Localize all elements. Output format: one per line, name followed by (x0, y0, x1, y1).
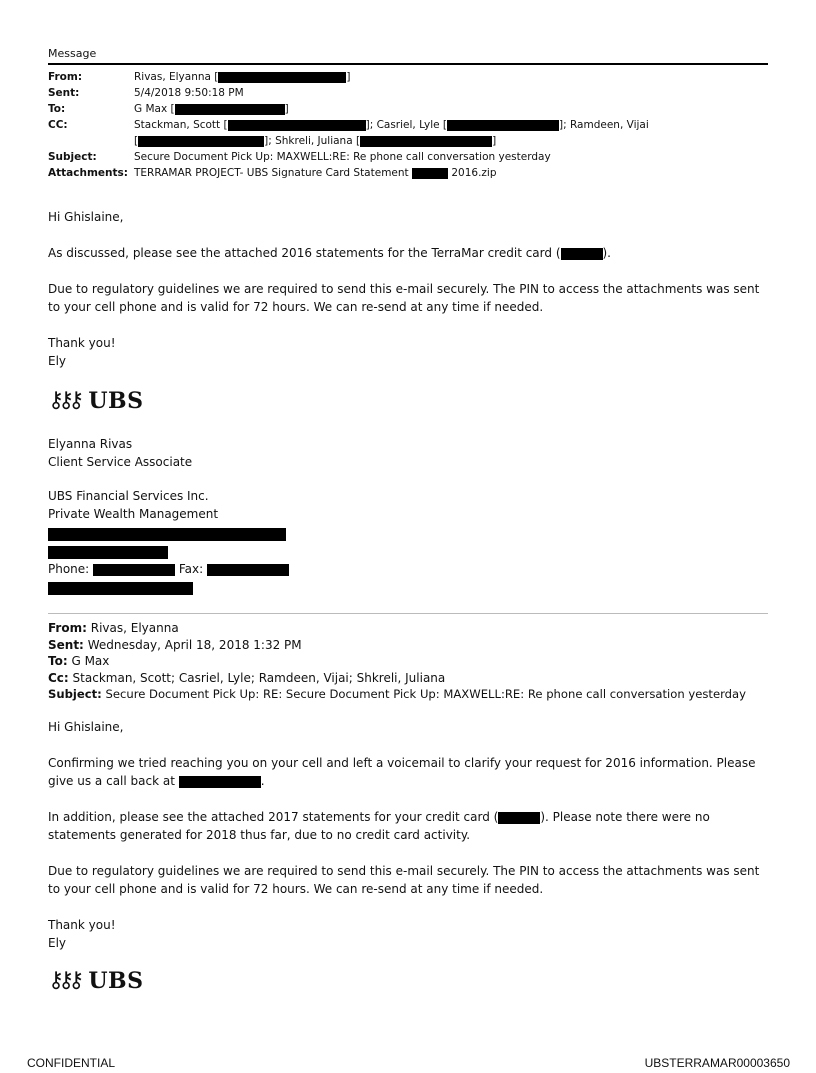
subject-value: Secure Document Pick Up: MAXWELL:RE: Re phone call conversation yesterday (134, 151, 551, 163)
redaction (360, 136, 492, 147)
sent-value: Wednesday, April 18, 2018 1:32 PM (87, 637, 302, 652)
to-end: ] (284, 103, 289, 115)
from-value: Rivas, Elyanna [ (134, 71, 219, 83)
redaction (179, 776, 261, 788)
cc-row (48, 117, 649, 149)
from-label: From: (48, 621, 87, 635)
subject-label: Subject: (48, 687, 102, 701)
cc-line2-b: ]; Shkreli, Juliana [ (264, 135, 361, 147)
ubs-keys-icon: ⚷⚷⚷ (48, 388, 79, 413)
cc-line1-b: ]; Casriel, Lyle [ (365, 119, 447, 131)
message-divider (48, 613, 768, 614)
signoff: Ely (48, 936, 67, 950)
subject-row (48, 149, 649, 165)
paragraph (48, 808, 772, 844)
from-end: ] (346, 71, 351, 83)
paragraph-text: . (260, 774, 265, 788)
redaction (207, 564, 289, 576)
redaction (48, 546, 168, 559)
redaction (218, 72, 346, 83)
sent-label: Sent: (48, 637, 84, 652)
paragraph (48, 244, 772, 262)
paragraph-text: In addition, please see the attached 2017 statements for your credit card ( (48, 810, 499, 824)
cc-line2-a: [ (134, 135, 139, 147)
ubs-logo-text: UBS (88, 388, 144, 414)
attachments-row (48, 165, 649, 181)
paragraph: Due to regulatory guidelines we are required to send this e-mail securely. The PIN to access the attachments was sent to your cell phone and is valid for 72 hours. We can re-send at any time if needed. (48, 864, 760, 896)
paragraph-text: Confirming we tried reaching you on your cell and left a voicemail to clarify your request for 2016 information. Please give us a call back at (48, 756, 756, 788)
sent-value: 5/4/2018 9:50:18 PM (134, 87, 244, 99)
to-value: G Max [ (134, 103, 175, 115)
paragraph: Due to regulatory guidelines we are required to send this e-mail securely. The PIN to access the attachments was sent to your cell phone and is valid for 72 hours. We can re-send at any time if needed. (48, 282, 760, 314)
signature-name: Elyanna Rivas (48, 437, 133, 451)
signoff: Ely (48, 354, 67, 368)
header-rule (48, 63, 768, 65)
thanks: Thank you! (48, 336, 116, 350)
cc-label: Cc: (48, 670, 69, 685)
redaction (138, 136, 264, 147)
from-label: From: (48, 71, 83, 83)
redaction (93, 564, 175, 576)
redaction (498, 812, 540, 824)
bates-number: UBSTERRAMAR00003650 (644, 1056, 790, 1070)
attachments-label: Attachments: (48, 167, 128, 179)
signature-title: Client Service Associate (48, 455, 193, 469)
cc-line1-c: ]; Ramdeen, Vijai (559, 119, 649, 131)
paragraph-text: As discussed, please see the attached 2016 statements for the TerraMar credit card ( (48, 246, 561, 260)
sent-row (48, 85, 649, 101)
sent-label: Sent: (48, 87, 80, 99)
greeting: Hi Ghislaine, (48, 720, 124, 734)
redaction (561, 248, 603, 260)
subject-value: Secure Document Pick Up: RE: Secure Document Pick Up: MAXWELL:RE: Re phone call conversation yesterday (105, 687, 746, 701)
ubs-logo (48, 970, 144, 992)
cc-value: Stackman, Scott; Casriel, Lyle; Ramdeen, Vijai; Shkreli, Juliana (72, 670, 446, 685)
redaction (48, 528, 286, 541)
to-label: To: (48, 654, 68, 668)
phone-label: Phone: (48, 562, 90, 576)
thanks: Thank you! (48, 918, 116, 932)
cc-label: CC: (48, 119, 68, 131)
redaction (447, 120, 559, 131)
attachment-link[interactable]: TERRAMAR PROJECT- UBS Signature Card Statement (134, 167, 409, 179)
from-row (48, 69, 649, 85)
message-header (48, 69, 649, 181)
redaction (228, 120, 366, 131)
ubs-keys-icon: ⚷⚷⚷ (48, 968, 79, 993)
from-value: Rivas, Elyanna (90, 621, 179, 635)
cc-line2-c: ] (492, 135, 497, 147)
cc-line1-a: Stackman, Scott [ (134, 119, 228, 131)
paragraph (48, 754, 772, 790)
fax-label: Fax: (178, 562, 204, 576)
ubs-logo-text: UBS (88, 968, 144, 994)
redaction (48, 582, 193, 595)
paragraph-text: ). Please note there were no statements generated for 2018 thus far, due to no credit card activity. (48, 810, 710, 842)
greeting: Hi Ghislaine, (48, 210, 124, 224)
redaction (175, 104, 285, 115)
redaction (412, 168, 448, 179)
signature-division: Private Wealth Management (48, 507, 219, 521)
message-label: Message (48, 47, 97, 60)
to-row (48, 101, 649, 117)
forwarded-header (48, 620, 746, 703)
ubs-logo (48, 390, 144, 412)
confidential-label: CONFIDENTIAL (27, 1056, 116, 1070)
attachment-link-suffix[interactable]: 2016.zip (451, 167, 497, 179)
subject-label: Subject: (48, 151, 97, 163)
paragraph-text: ). (602, 246, 611, 260)
to-value: G Max (71, 654, 110, 668)
contact-line (48, 560, 772, 578)
signature-company: UBS Financial Services Inc. (48, 489, 209, 503)
to-label: To: (48, 103, 66, 115)
